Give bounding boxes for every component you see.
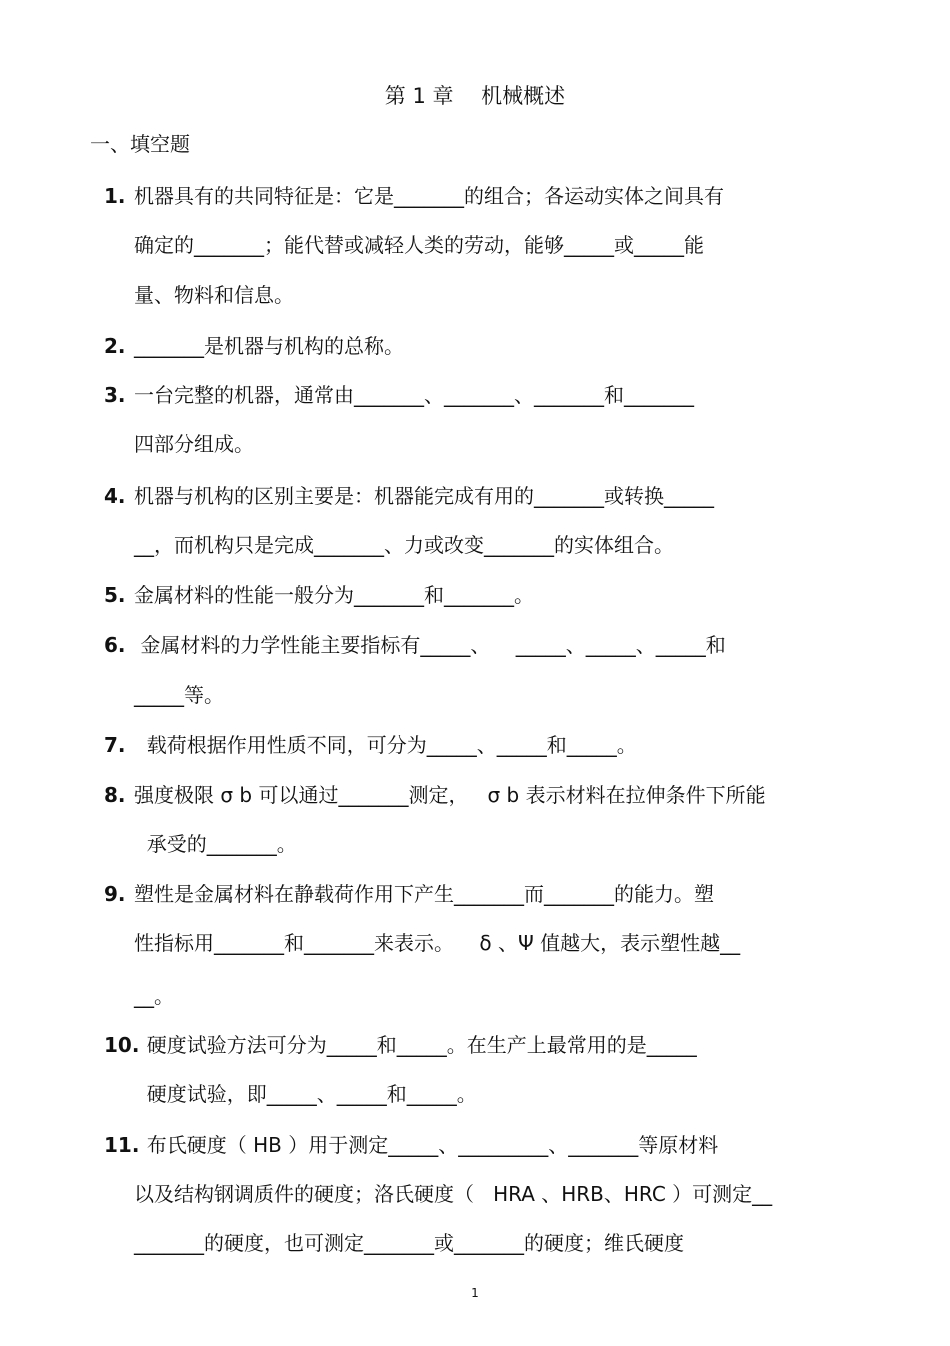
question-line	[104, 832, 297, 856]
question-text: 机器与机构的区别主要是：机器能完成有用的_______或转换_____	[134, 484, 714, 508]
question-text: 一台完整的机器，通常由_______、_______、_______和_______	[134, 383, 694, 407]
page-number: 1	[471, 1286, 479, 1300]
question-text: 承受的_______。	[134, 832, 297, 856]
chapter-title: 第 1 章 机械概述	[384, 84, 566, 108]
question-number: 8.	[104, 783, 126, 807]
question-line	[104, 1133, 718, 1157]
question-line	[104, 984, 174, 1008]
question-number: 6.	[104, 633, 126, 657]
question-text: 机器具有的共同特征是：它是_______的组合；各运动实体之间具有	[134, 184, 724, 208]
question-line	[104, 683, 224, 707]
question-line	[104, 1231, 684, 1255]
question-text: 硬度试验方法可分为_____和_____。在生产上最常用的是_____	[134, 1033, 697, 1057]
question-line	[104, 184, 724, 208]
section-heading: 一、填空题	[90, 132, 190, 156]
question-line	[104, 882, 714, 906]
question-line	[104, 733, 637, 757]
question-line	[104, 383, 694, 407]
question-number: 7.	[104, 733, 126, 757]
question-text: 确定的_______；能代替或减轻人类的劳动，能够_____或_____能	[134, 233, 704, 257]
question-line	[104, 233, 704, 257]
question-line	[104, 484, 714, 508]
question-number: 2.	[104, 334, 126, 358]
question-text: 载荷根据作用性质不同，可分为_____、_____和_____。	[134, 733, 637, 757]
question-line	[104, 783, 766, 807]
question-text: 硬度试验，即_____、_____和_____。	[134, 1082, 477, 1106]
question-text: 布氏硬度（ HB ）用于测定_____、_________、_______等原材料	[134, 1133, 719, 1157]
question-line	[104, 931, 740, 955]
question-number: 11.	[104, 1133, 140, 1157]
question-line	[104, 1082, 477, 1106]
question-line	[104, 283, 294, 307]
question-number: 1.	[104, 184, 126, 208]
question-number: 4.	[104, 484, 126, 508]
question-number: 3.	[104, 383, 126, 407]
question-text: _______是机器与机构的总称。	[134, 334, 404, 358]
question-number: 10.	[104, 1033, 140, 1057]
question-text: _______的硬度，也可测定_______或_______的硬度；维氏硬度	[134, 1231, 684, 1255]
question-line	[104, 1182, 772, 1206]
question-line	[104, 1033, 697, 1057]
question-text: __。	[134, 984, 174, 1008]
question-line	[104, 633, 726, 657]
question-text: 强度极限 σ b 可以通过_______测定， σ b 表示材料在拉伸条件下所能	[134, 783, 766, 807]
question-line	[104, 334, 404, 358]
question-text: 性指标用_______和_______来表示。 δ 、Ψ 值越大，表示塑性越__	[134, 931, 741, 955]
question-line	[104, 533, 674, 557]
question-text: 金属材料的力学性能主要指标有_____、 _____、_____、_____和	[134, 633, 726, 657]
question-text: 量、物料和信息。	[134, 283, 294, 307]
question-line	[104, 432, 254, 456]
question-text: _____等。	[134, 683, 224, 707]
question-text: 以及结构钢调质件的硬度；洛氏硬度（ HRA 、HRB、HRC ）可测定__	[134, 1182, 773, 1206]
question-line	[104, 583, 534, 607]
question-number: 9.	[104, 882, 126, 906]
question-text: 金属材料的性能一般分为_______和_______。	[134, 583, 534, 607]
question-text: __，而机构只是完成_______、力或改变_______的实体组合。	[134, 533, 674, 557]
question-text: 塑性是金属材料在静载荷作用下产生_______而_______的能力。塑	[134, 882, 714, 906]
question-text: 四部分组成。	[134, 432, 254, 456]
question-number: 5.	[104, 583, 126, 607]
